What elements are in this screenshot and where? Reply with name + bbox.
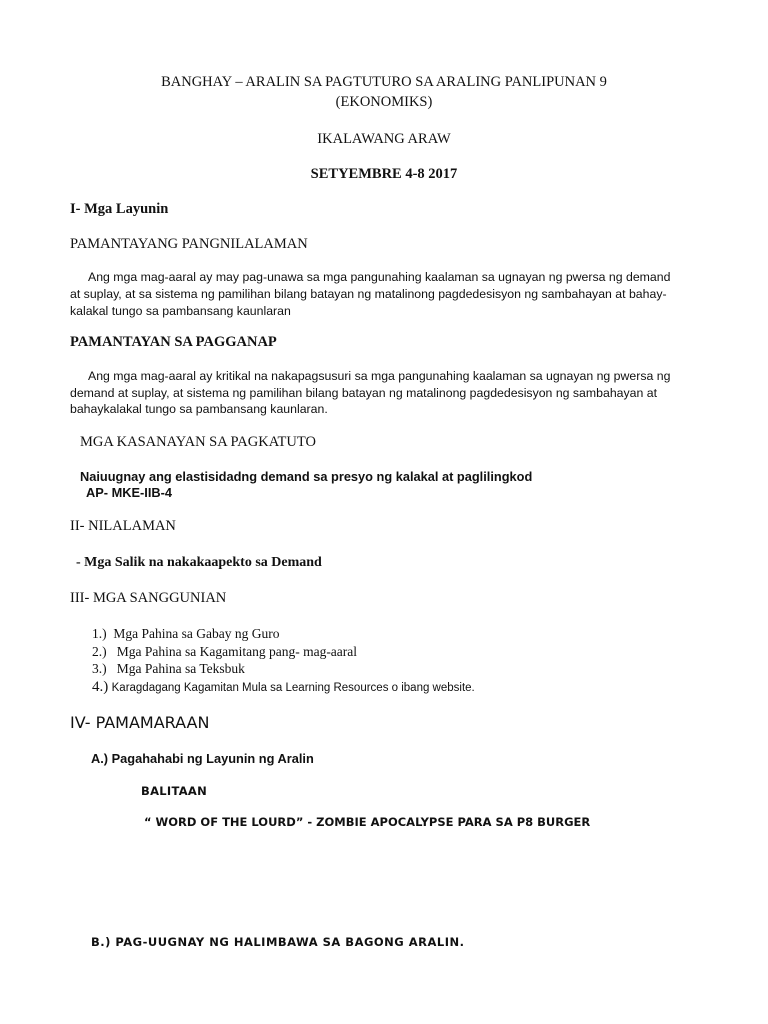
- list-text: Mga Pahina sa Teksbuk: [116, 661, 245, 676]
- pamantayang-line-1: Ang mga mag-aaral ay may pag-unawa sa mga pangunahing kaalaman sa ugnayan ng pwersa ng demand: [88, 270, 671, 284]
- pagganap-heading: PAMANTAYAN SA PAGGANAP: [70, 334, 277, 350]
- section-heading-pamamaraan: IV- PAMAMARAAN: [70, 713, 210, 732]
- list-text: Karagdagang Kagamitan Mula sa Learning Resources o ibang website.: [111, 682, 475, 694]
- pagganap-line-3: bahaykalakal tungo sa pambansang kaunlaran.: [70, 402, 328, 416]
- list-number: 3.): [92, 661, 107, 676]
- list-number: 4.): [92, 679, 109, 695]
- list-number: 1.): [92, 626, 107, 641]
- kasanayan-text: Naiuugnay ang elastisidadng demand sa presyo ng kalakal at paglilingkod: [80, 469, 533, 484]
- balitaan-title: “ WORD OF THE LOURD” - ZOMBIE APOCALYPSE PARA SA P8 BURGER: [144, 815, 591, 829]
- list-item: [92, 626, 279, 642]
- day-label: IKALAWANG ARAW: [317, 131, 451, 147]
- date-label: SETYEMBRE 4-8 2017: [310, 166, 458, 182]
- pamantayang-line-3: kalakal tungo sa pambansang kaunlaran: [70, 304, 291, 318]
- list-text: Mga Pahina sa Kagamitang pang- mag-aaral: [116, 644, 358, 659]
- kasanayan-heading: MGA KASANAYAN SA PAGKATUTO: [80, 434, 316, 450]
- pamamaraan-b-heading: B.) PAG-UUGNAY NG HALIMBAWA SA BAGONG ARALIN.: [91, 935, 465, 949]
- section-heading-sanggunian: III- MGA SANGGUNIAN: [70, 590, 227, 606]
- pamantayang-heading: PAMANTAYANG PANGNILALAMAN: [70, 236, 308, 252]
- pagganap-line-1: Ang mga mag-aaral ay kritikal na nakapagsusuri sa mga pangunahing kaalaman sa ugnayan ng pwersa ng: [88, 369, 671, 383]
- section-heading-nilalaman: II- NILALAMAN: [70, 518, 176, 534]
- list-text: Mga Pahina sa Gabay ng Guro: [113, 626, 280, 641]
- list-item: [92, 644, 357, 660]
- list-item: [92, 679, 475, 696]
- balitaan-label: BALITAAN: [141, 784, 208, 798]
- document-title: BANGHAY – ARALIN SA PAGTUTURO SA ARALING PANLIPUNAN 9: [161, 74, 607, 90]
- document-subtitle: (EKONOMIKS): [335, 94, 433, 110]
- list-number: 2.): [92, 644, 107, 659]
- list-item: [92, 661, 245, 677]
- pagganap-line-2: demand at suplay, at sistema ng pamilihan bilang batayan ng matalinong pagdedesisyon ng sambahayan at: [70, 386, 657, 400]
- pamantayang-line-2: at suplay, at sa sistema ng pamilihan bilang batayan ng matalinong pagdedesisyon ng sambahayan at bahay-: [70, 287, 667, 301]
- pamamaraan-a-heading: A.) Pagahahabi ng Layunin ng Aralin: [91, 751, 314, 766]
- kasanayan-code: AP- MKE-IIB-4: [86, 485, 173, 500]
- nilalaman-item: - Mga Salik na nakakaapekto sa Demand: [76, 555, 322, 570]
- section-heading-layunin: I- Mga Layunin: [70, 201, 169, 217]
